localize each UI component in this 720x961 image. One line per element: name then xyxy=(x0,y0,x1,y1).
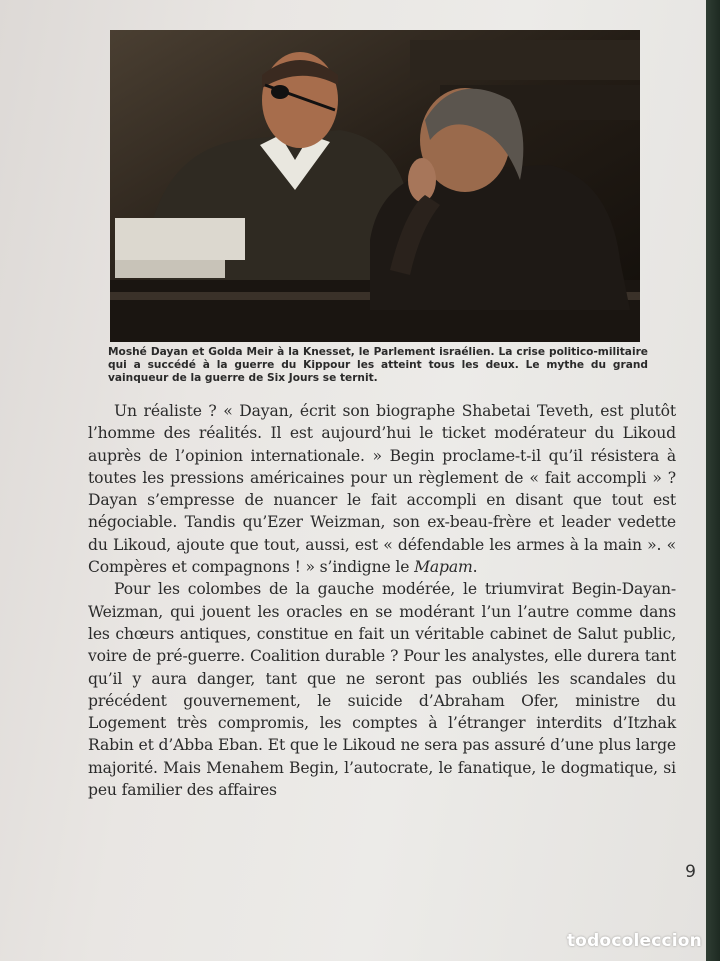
page-edge xyxy=(706,0,720,961)
paragraph xyxy=(88,400,676,578)
paragraph: Pour les colombes de la gauche modérée, le triumvirat Begin-Dayan-Weizman, qui jouent les oracles en se modérant l’un l’autre comme dans les chœurs antiques, constitue en fait un véritable cabinet de Salut public, voire de pré-guerre. Coalition durable ? Pour les analystes, elle durera tant qu’il y aura danger, tant que ne seront pas oubliés les scandales du précédent gouvernement, le suicide d’Abraham Ofer, ministre du Logement très compromis, les comptes à l’étranger interdits d’Itzhak Rabin et d’Abba Eban. Et que le Likoud ne sera pas assuré d’une plus large majorité. Mais Menahem Begin, l’autocrate, le fanatique, le dogmatique, si peu familier des affaires xyxy=(88,580,676,800)
page-number: 9 xyxy=(685,862,696,882)
emphasis-text: Mapam xyxy=(414,558,473,577)
body-text xyxy=(88,400,676,801)
photograph xyxy=(110,30,640,342)
paragraph-text: Un réaliste ? « Dayan, écrit son biographe Shabetai Teveth, est plutôt l’homme des réalités. Il est aujourd’hui le ticket modérateur du Likoud auprès de l’opinion internationale. » Begin proclame-t-il qu’il résistera à toutes les pressions américaines pour un règlement de « fait accompli » ? Dayan s’empresse de nuancer le fait accompli en disant que tout est négociable. Tandis qu’Ezer Weizman, son ex-beau-frère et leader vedette du Likoud, ajoute que tout, aussi, est « défendable les armes à la main ». « Compères et compagnons ! » s’indigne le xyxy=(88,402,676,577)
paragraph-text-end: . xyxy=(472,558,478,577)
photo-caption: Moshé Dayan et Golda Meir à la Knesset, le Parlement israélien. La crise politico-militaire qui a succédé à la guerre du Kippour les atteint tous les deux. Le mythe du grand vainqueur de la guerre de Six Jours se ternit. xyxy=(108,346,648,384)
watermark-logo: todocoleccion xyxy=(566,931,702,951)
photo-illustration xyxy=(110,30,640,342)
